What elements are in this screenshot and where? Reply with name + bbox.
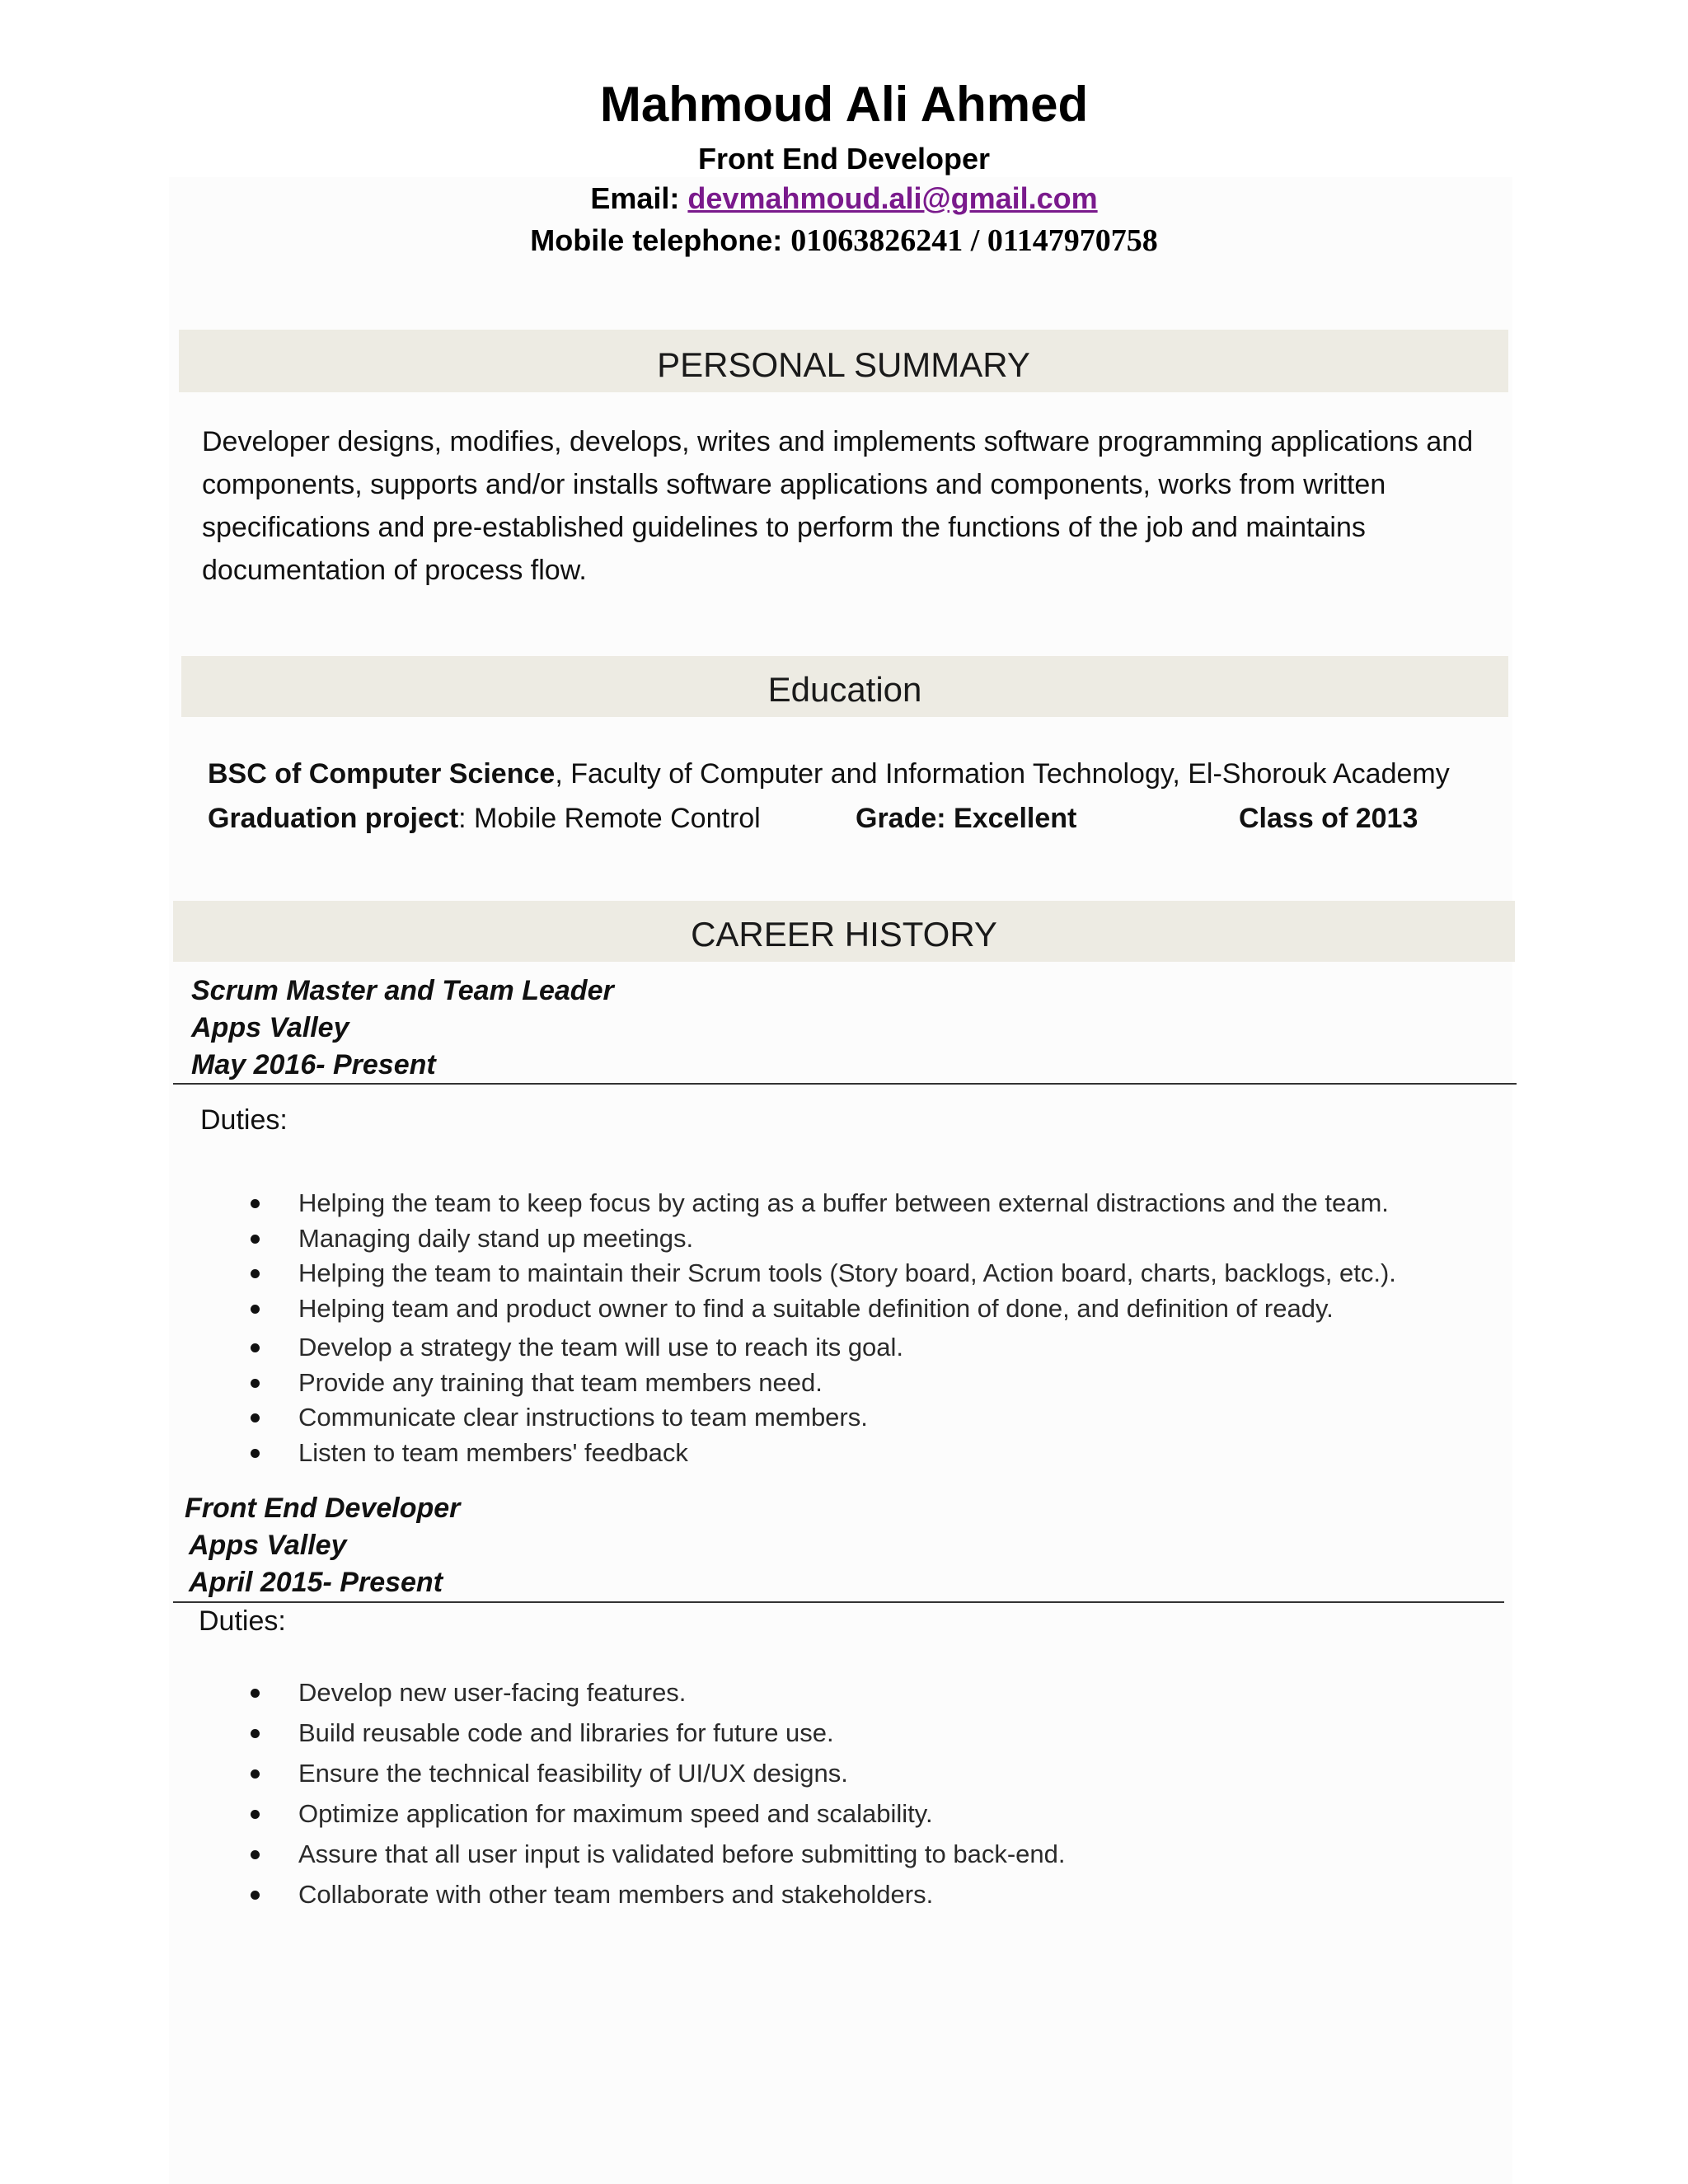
list-item: Helping the team to keep focus by acting as a buffer between external distractions and the team. (247, 1186, 1396, 1221)
section-title-career-history: CAREER HISTORY (173, 901, 1515, 962)
job-period: April 2015- Present (189, 1567, 443, 1598)
job-header (191, 972, 614, 1084)
section-title-personal-summary: PERSONAL SUMMARY (179, 330, 1508, 392)
list-item: Optimize application for maximum speed and scalability. (247, 1793, 1066, 1834)
candidate-name: Mahmoud Ali Ahmed (599, 77, 1089, 132)
project-label: Graduation project (208, 803, 459, 834)
list-item: Provide any training that team members need. (247, 1366, 1396, 1401)
phone-line (0, 223, 1688, 259)
list-item: Collaborate with other team members and stakeholders. (247, 1874, 1066, 1915)
email-line (0, 181, 1688, 216)
education-degree-line (208, 758, 1450, 790)
list-item: Ensure the technical feasibility of UI/UX designs. (247, 1753, 1066, 1793)
graduation-project-line (208, 803, 761, 835)
job-period: May 2016- Present (191, 1049, 436, 1080)
list-item: Develop new user-facing features. (247, 1672, 1066, 1713)
list-item: Assure that all user input is validated before submitting to back-end. (247, 1834, 1066, 1874)
job-divider (173, 1083, 1517, 1085)
job-header (185, 1490, 460, 1601)
duties-label: Duties: (200, 1104, 288, 1136)
summary-text: Developer designs, modifies, develops, writes and implements software programming applications and components, supports and/or installs software applications and components, works from written specifications and pre-established guidelines to perform the functions of the job and maintains documentation of process flow. (202, 426, 1474, 586)
section-title-education: Education (181, 656, 1508, 717)
list-item: Listen to team members' feedback (247, 1436, 1396, 1471)
job-company: Apps Valley (191, 1012, 349, 1043)
job-company: Apps Valley (189, 1530, 347, 1561)
grade: Grade: Excellent (856, 803, 1077, 834)
degree: BSC of Computer Science (208, 758, 556, 790)
job-divider (173, 1601, 1504, 1603)
list-item: Helping team and product owner to find a suitable definition of done, and definition of ready. (247, 1291, 1396, 1327)
duties-label: Duties: (199, 1605, 286, 1637)
email-label: Email: (590, 181, 688, 215)
duties-list (247, 1672, 1066, 1915)
job-title: Scrum Master and Team Leader (191, 975, 614, 1006)
phone-number: 01063826241 / 01147970758 (790, 223, 1158, 258)
list-item: Build reusable code and libraries for future use. (247, 1713, 1066, 1753)
list-item: Communicate clear instructions to team members. (247, 1400, 1396, 1436)
list-item: Develop a strategy the team will use to reach its goal. (247, 1330, 1396, 1366)
duties-list (247, 1186, 1396, 1470)
list-item: Helping the team to maintain their Scrum tools (Story board, Action board, charts, backlogs, etc.). (247, 1256, 1396, 1291)
email-link[interactable]: devmahmoud.ali@gmail.com (687, 181, 1098, 215)
job-title: Front End Developer (185, 1493, 461, 1524)
project-value: : Mobile Remote Control (458, 803, 761, 834)
list-item: Managing daily stand up meetings. (247, 1221, 1396, 1257)
phone-label: Mobile telephone: (530, 223, 791, 257)
institution: , Faculty of Computer and Information Technology, El-Shorouk Academy (555, 758, 1450, 790)
class-of: Class of 2013 (1239, 803, 1418, 834)
candidate-role: Front End Developer (697, 142, 991, 176)
